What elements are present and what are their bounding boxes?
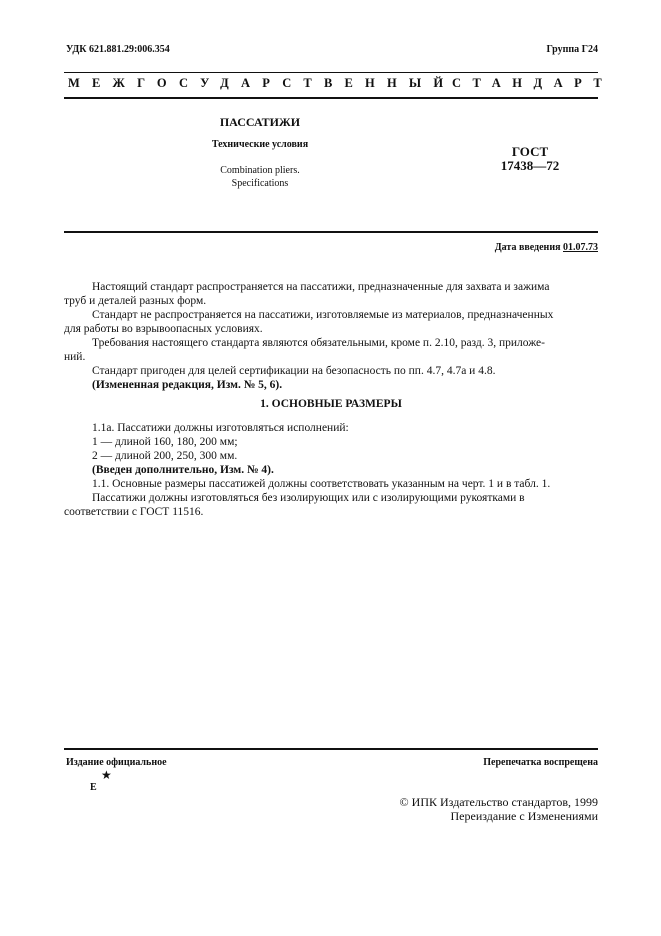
star-icon: ★ bbox=[101, 768, 112, 782]
english-title-line2: Specifications bbox=[231, 178, 289, 189]
intro-body bbox=[64, 280, 598, 392]
clause-1-1: 1.1. Основные размеры пассатижей должны соответствовать указанным на черт. 1 и в табл. 1. bbox=[92, 478, 551, 490]
intro-p2-line2: для работы во взрывоопасных условиях. bbox=[64, 323, 263, 335]
intro-p3-line1: Требования настоящего стандарта являются обязательными, кроме п. 2.10, разд. 3, приложе- bbox=[92, 337, 545, 349]
banner-left: МЕЖГОСУДАРСТВЕННЫЙ bbox=[68, 76, 456, 90]
intro-date bbox=[495, 242, 598, 253]
intro-p3-line2: ний. bbox=[64, 351, 86, 363]
clause-1-1-insulation-line2: соответствии с ГОСТ 11516. bbox=[64, 506, 204, 518]
intro-p1-line1: Настоящий стандарт распространяется на пассатижи, предназначенные для захвата и зажима bbox=[92, 281, 550, 293]
clause-1-1a: 1.1а. Пассатижи должны изготовляться исполнений: bbox=[92, 422, 349, 434]
official-edition: Издание официальное bbox=[66, 757, 167, 768]
group-code: Группа Г24 bbox=[546, 44, 598, 55]
english-title-line1: Combination pliers. bbox=[220, 165, 300, 176]
banner-right: СТАНДАРТ bbox=[452, 76, 614, 90]
copyright: © ИПК Издательство стандартов, 1999 bbox=[399, 795, 598, 809]
section-1-body bbox=[64, 421, 598, 519]
gost-number: 17438—72 bbox=[500, 158, 560, 173]
intro-amendment-note: (Измененная редакция, Изм. № 5, 6). bbox=[92, 379, 283, 391]
footer-rule bbox=[64, 748, 598, 750]
reissue-note: Переиздание с Изменениями bbox=[450, 809, 598, 823]
document-title: ПАССАТИЖИ bbox=[219, 115, 301, 129]
variant-1: 1 — длиной 160, 180, 200 мм; bbox=[92, 436, 238, 448]
variant-2: 2 — длиной 200, 250, 300 мм. bbox=[92, 450, 238, 462]
intro-p4: Стандарт пригоден для целей сертификации на безопасность по пп. 4.7, 4.7а и 4.8. bbox=[92, 365, 496, 377]
edition-letter: Е bbox=[90, 782, 97, 793]
intro-date-label: Дата введения bbox=[494, 242, 561, 253]
banner-rule bbox=[64, 97, 598, 99]
clause-1-1-insulation-line1: Пассатижи должны изготовляться без изолирующих или с изолирующими рукоятками в bbox=[92, 492, 525, 504]
gost-label: ГОСТ bbox=[511, 144, 549, 159]
udk-code: УДК 621.881.29:006.354 bbox=[66, 44, 170, 55]
section-1-heading: 1. ОСНОВНЫЕ РАЗМЕРЫ bbox=[260, 398, 402, 410]
reprint-prohibited: Перепечатка воспрещена bbox=[483, 757, 598, 768]
intro-p2-line1: Стандарт не распространяется на пассатижи, изготовляемые из материалов, предназначенных bbox=[92, 309, 554, 321]
amendment-note-4: (Введен дополнительно, Изм. № 4). bbox=[92, 464, 274, 476]
document-subtitle: Технические условия bbox=[211, 139, 309, 150]
intro-p1-line2: труб и деталей разных форм. bbox=[64, 295, 207, 307]
intro-date-value: 01.07.73 bbox=[563, 242, 598, 253]
title-rule bbox=[64, 231, 598, 233]
top-rule bbox=[64, 72, 598, 73]
